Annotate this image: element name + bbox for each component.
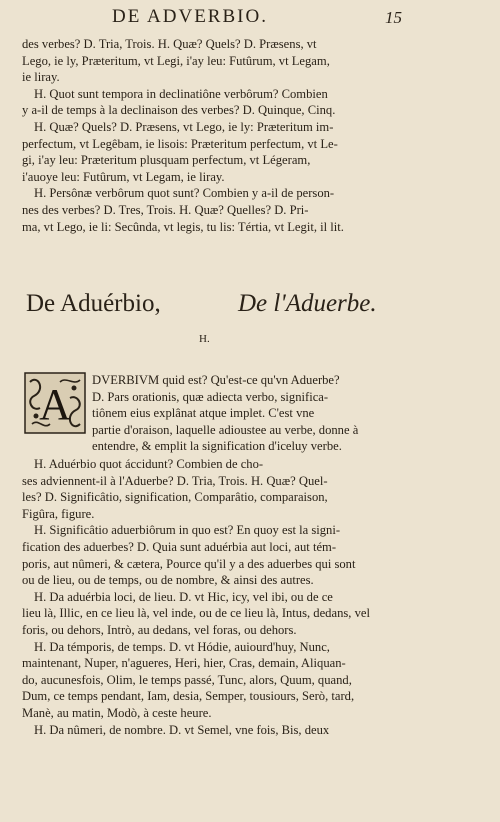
page-number: 15 <box>385 8 402 27</box>
chapter-title-french: De l'Aduerbe. <box>238 290 377 317</box>
text-line: partie d'oraison, laquelle adioustee au verbe, donne à <box>92 422 359 437</box>
text-line: foris, ou dehors, Intrò, au dedans, vel foras, ou dehors. <box>22 622 297 637</box>
text-line: do, aucunesfois, Olim, le temps passé, Tunc, alors, Quum, quand, <box>22 672 352 687</box>
chapter-heading <box>26 290 406 318</box>
top-text-block <box>22 36 404 235</box>
text-line: nes des verbes? D. Tres, Trois. H. Quæ? Quelles? D. Pri- <box>22 202 309 217</box>
text-line: tiônem eius explânat atque implet. C'est vne <box>92 406 315 421</box>
text-line: lieu là, Illic, en ce lieu là, vel inde, ou de ce lieu là, Intus, dedans, vel <box>22 606 370 621</box>
decorated-initial <box>24 372 86 434</box>
text-line: Figûra, figure. <box>22 506 95 521</box>
initial-letter: A <box>39 380 71 429</box>
text-line: perfectum, vt Legêbam, ie lisois: Præteritum perfectum, vt Le- <box>22 136 338 151</box>
text-line: fication des aduerbes? D. Quia sunt aduérbia aut loci, aut tém- <box>22 539 337 554</box>
text-line: ie liray. <box>22 70 60 85</box>
text-line: ou de lieu, ou de temps, ou de nombre, & ainsi des autres. <box>22 573 314 588</box>
text-line: poris, aut nûmeri, & cætera, Pource qu'il y a des aduerbes qui sont <box>22 556 356 571</box>
page-header <box>0 6 500 32</box>
running-head: DE ADVERBIO. <box>112 6 268 27</box>
text-line: i'auoye leu: Futûrum, vt Legam, ie liray. <box>22 169 225 184</box>
bottom-text-block <box>22 456 404 738</box>
text-line: H. Quæ? Quels? D. Præsens, vt Lego, ie ly: Præteritum im- <box>34 119 334 134</box>
text-line: Manè, au matin, Modò, à ceste heure. <box>22 705 212 720</box>
text-line: des verbes? D. Tria, Trois. H. Quæ? Quels? D. Præsens, vt <box>22 37 317 51</box>
ornament-icon <box>24 372 86 434</box>
text-line: D. Pars orationis, quæ adiecta verbo, significa- <box>92 389 329 404</box>
text-line: H. Da témporis, de temps. D. vt Hódie, auiourd'huy, Nunc, <box>34 639 330 654</box>
text-line: H. Persônæ verbôrum quot sunt? Combien y a-il de person- <box>34 186 335 201</box>
initial-text-block <box>92 372 404 455</box>
text-line: H. Significâtio aduerbiôrum in quo est? En quoy est la signi- <box>34 523 341 538</box>
text-line: maintenant, Nuper, n'agueres, Heri, hier, Cras, demain, Aliquan- <box>22 656 346 671</box>
speaker-label: H. <box>199 333 210 345</box>
text-line: H. Da aduérbia loci, de lieu. D. vt Hic, icy, vel ibi, ou de ce <box>34 589 333 604</box>
text-line: entendre, & emplit la signification d'iceluy verbe. <box>92 439 342 454</box>
text-line: gi, i'ay leu: Præteritum plusquam perfectum, vt Légeram, <box>22 153 311 168</box>
text-line: y a-il de temps à la declinaison des verbes? D. Quinque, Cinq. <box>22 103 336 118</box>
text-line: DVERBIVM quid est? Qu'est-ce qu'vn Aduerbe? <box>92 373 340 387</box>
text-line: Dum, ce temps pendant, Iam, desia, Semper, tousiours, Serò, tard, <box>22 689 355 704</box>
text-line: ses adviennent-il à l'Aduerbe? D. Tria, Trois. H. Quæ? Quel- <box>22 473 328 488</box>
text-line: les? D. Significâtio, signification, Comparâtio, comparaison, <box>22 490 328 505</box>
text-line: ma, vt Lego, ie li: Secûnda, vt legis, tu lis: Tértia, vt Legit, il lit. <box>22 219 344 234</box>
text-line: H. Quot sunt tempora in declinatiône verbôrum? Combien <box>34 86 328 101</box>
text-line: Lego, ie ly, Præteritum, vt Legi, i'ay leu: Futûrum, vt Legam, <box>22 53 330 68</box>
chapter-title-latin: De Aduérbio, <box>26 290 161 317</box>
text-line: H. Aduérbio quot áccidunt? Combien de cho- <box>34 457 264 471</box>
text-line: H. Da nûmeri, de nombre. D. vt Semel, vne fois, Bis, deux <box>34 722 330 737</box>
